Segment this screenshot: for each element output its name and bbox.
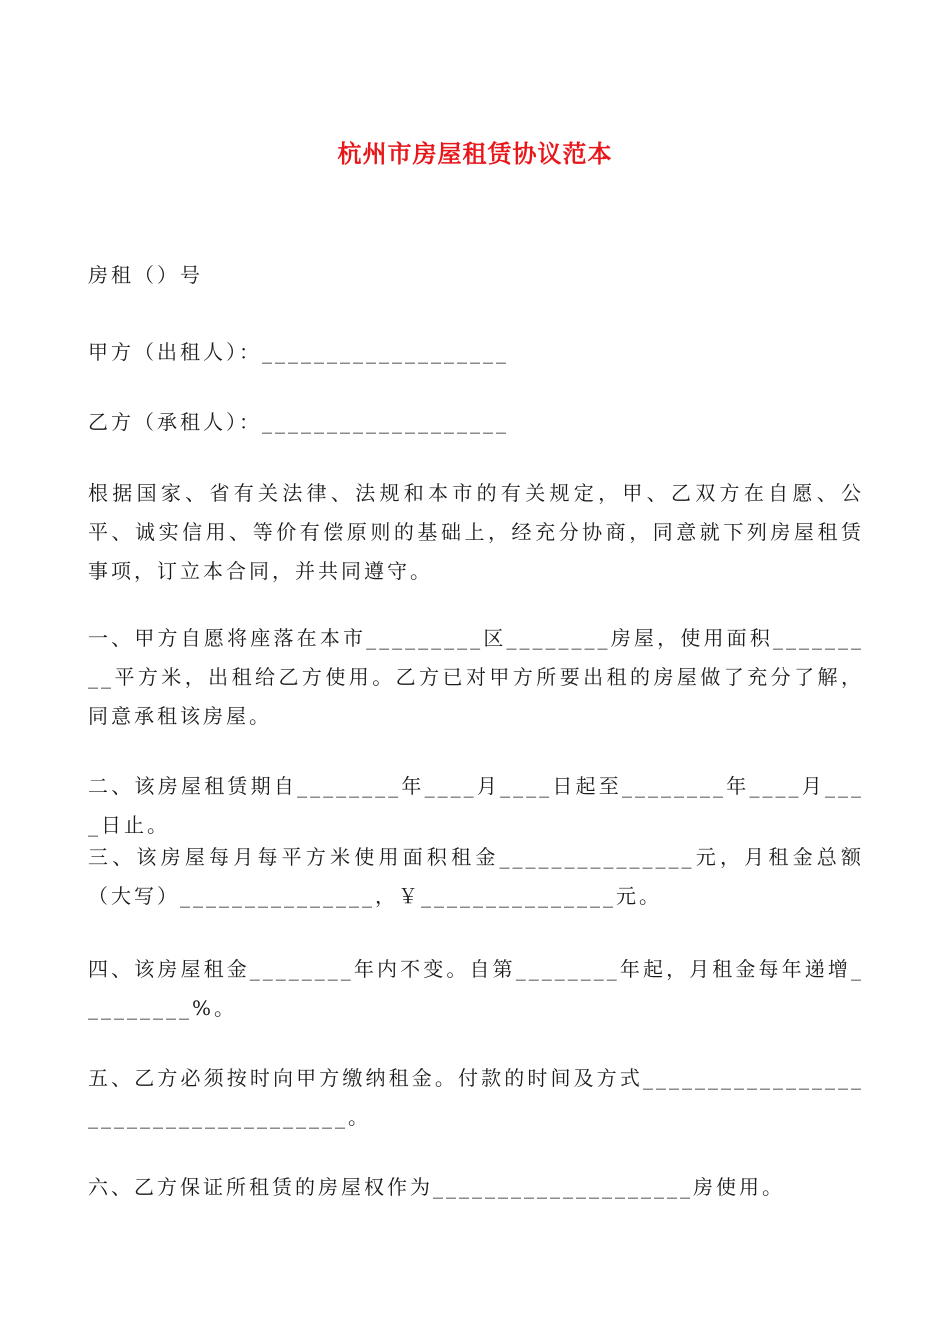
paragraph-clause-5: 五、乙方必须按时向甲方缴纳租金。付款的时间及方式_____________________________________。: [88, 1066, 864, 1129]
paragraph-preamble: 根据国家、省有关法律、法规和本市的有关规定，甲、乙双方在自愿、公平、诚实信用、等价有偿原则的基础上，经充分协商，同意就下列房屋租赁事项，订立本合同，并共同遵守。: [88, 481, 864, 583]
paragraph-clause-6: 六、乙方保证所租赁的房屋权作为____________________房使用。: [88, 1175, 785, 1199]
paragraph-clause-4: 四、该房屋租金________年内不变。自第________年起，月租金每年递增_________%。: [88, 957, 864, 1020]
paragraph-clause-2: 二、该房屋租赁期自________年____月____日起至________年____月____日止。: [88, 774, 864, 837]
document-title: 杭州市房屋租赁协议范本: [337, 140, 613, 168]
paragraph-party-b: 乙方（承租人）：___________________: [88, 410, 509, 434]
paragraph-clause-1: 一、甲方自愿将座落在本市_________区________房屋，使用面积_________平方米，出租给乙方使用。乙方已对甲方所要出租的房屋做了充分了解，同意承租该房屋。: [88, 626, 864, 728]
paragraph-clause-3: 三、该房屋每月每平方米使用面积租金_______________元，月租金总额（大写）_______________，￥_______________元。: [88, 845, 864, 908]
paragraph-party-a: 甲方（出租人）：___________________: [88, 340, 509, 364]
paragraph-contract-number: 房租（）号: [88, 263, 203, 287]
